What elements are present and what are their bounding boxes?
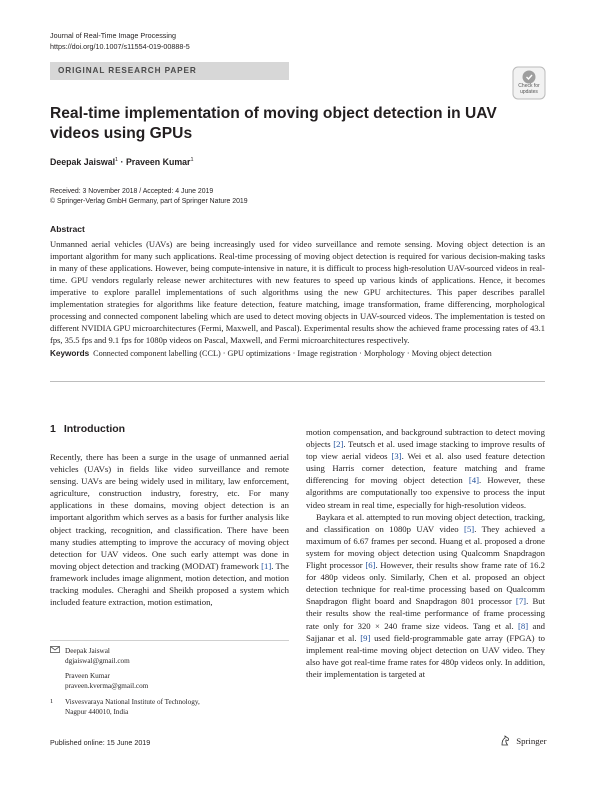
author-email[interactable]: dgjaiswal@gmail.com [65, 657, 130, 666]
affiliation-line: Visvesvaraya National Institute of Technology, [65, 698, 200, 707]
footnote-divider [50, 640, 289, 641]
author-affiliation-mark: 1 [190, 157, 194, 164]
body-text: Baykara et al. attempted to run moving object detection, tracking, and classification on 1080p UAV video [306, 511, 545, 534]
affiliation-line: Nagpur 440010, India [65, 708, 129, 717]
author-name: Deepak Jaiswal [65, 647, 110, 655]
body-text: . The framework includes image alignment, motion detection, and motion tracking modules. Cheraghi and Sheikh proposed a system which included feature extraction, motion estimation, [50, 560, 289, 608]
publication-dates [50, 187, 248, 207]
keywords-label: Keywords [50, 349, 90, 358]
citation-link[interactable]: [2] [333, 439, 344, 450]
citation-link[interactable]: [5] [464, 523, 475, 534]
body-text: Recently, there has been a surge in the usage of unmanned aerial vehicles (UAVs) in fields like video surveillance and remote sensing. UAVs are being widely used in military, law enforcement, agriculture, construction industry, forestry, etc. For many applications in these domains, moving object detection is an important algorithm which serves as a basis for further analysis like object tracking, recognition, and classification. There have been many studies attempting to improve the accuracy of moving object detection for UAV videos. One such early attempt was done in moving object detection and tracking (MODAT) framework [50, 452, 289, 571]
section-title: Introduction [63, 423, 126, 435]
body-text: motion compensation, and background subtraction to detect moving objects [306, 427, 545, 450]
co-author [50, 671, 289, 692]
author-name: Praveen Kumar [65, 671, 110, 680]
author-affiliation-mark: 1 [115, 157, 119, 164]
check-for-updates-icon[interactable] [512, 66, 546, 100]
keywords [50, 348, 545, 360]
body-text: . They achieved a maximum of 6.67 frames per second. Huang et al. proposed a drone system for moving object detection using Qualcomm Snapdragon Flight processor [306, 523, 545, 571]
author-name[interactable]: Deepak Jaiswal [50, 157, 116, 167]
body-text: and Sajjanar et al. [306, 620, 546, 643]
affiliation [50, 697, 289, 718]
citation-link[interactable]: [8] [517, 620, 529, 631]
publisher-name: Springer [516, 736, 547, 746]
received-accepted-dates: Received: 3 November 2018 / Accepted: 4 June 2019 [50, 188, 214, 195]
paragraph [306, 511, 545, 680]
author-separator: · [118, 157, 126, 167]
abstract-text: Unmanned aerial vehicles (UAVs) are being increasingly used for video surveillance and remote sensing. Moving object detection is an important algorithm for many such applications. Real-time processing of moving object detection is required for various decision-making tasks in many of these applications. However, being compute-intensive in nature, it is difficult to process high-resolution UAV-sourced videos in real-time. GPU vendors regularly release newer architectures with new features to speed up various kinds of applications. Hence, it becomes imperative to explore parallel implementations of such algorithms using the new GPU architectures. This paper describes parallel implementation strategies for algorithms like feature detection, feature matching, image transformation, frame differencing, morphological processing and connected component labeling which are used to detect moving objects in UAV-sourced videos. The implementation is tested on different NVIDIA GPU microarchitectures (Fermi, Maxwell, and Pascal). Experimental results show the achieved frame processing rates of 43.1 fps, 35.5 fps and 9.1 fps for 1080p videos on Pascal, Maxwell, and Fermi microarchitectures respectively. [50, 239, 545, 345]
body-text: . However, their results show frame rate of 16.2 for 480p videos only. Similarly, Chen et al. proposed an object detection technique for real-time processing based on Qualcomm Snapdragon flight board and Snapdragon 801 processor [306, 560, 545, 607]
citation-link[interactable]: [7] [515, 596, 527, 607]
keywords-text: Connected component labelling (CCL) · GPU optimizations · Image registration · Morphology · Moving object detection [93, 349, 492, 358]
affiliation-mark: 1 [50, 698, 54, 706]
body-text: used field-programmable gate array (FPGA) to implement real-time moving object detection on UAV video. They also have got real-time frame rates for 480p videos only. In addition, their implementation is targeted at [306, 632, 545, 679]
copyright-line: © Springer-Verlag GmbH Germany, part of Springer Nature 2019 [50, 198, 248, 205]
citation-link[interactable]: [4] [468, 475, 479, 486]
article-type-label: ORIGINAL RESEARCH PAPER [58, 66, 197, 75]
envelope-icon [50, 646, 60, 657]
section-heading [50, 423, 125, 435]
body-text: . But their results show the real-time performance of frame processing rate only for 320 × 240 frame size videos. Tang et al. [306, 596, 545, 631]
publisher-logo [500, 735, 547, 746]
corresponding-author [50, 646, 289, 667]
doi-link[interactable]: https://doi.org/10.1007/s11554-019-00888-5 [50, 41, 190, 51]
citation-link[interactable]: [1] [261, 560, 272, 571]
body-column-right [306, 426, 545, 680]
journal-header [50, 31, 190, 52]
author-name[interactable]: Praveen Kumar [125, 157, 191, 167]
journal-name: Journal of Real-Time Image Processing [50, 31, 176, 40]
citation-link[interactable]: [9] [360, 632, 371, 643]
author-email[interactable]: praveen.kverma@gmail.com [65, 681, 149, 690]
published-online-date: Published online: 15 June 2019 [50, 738, 151, 747]
springer-horse-icon [500, 736, 516, 746]
abstract-heading: Abstract [50, 224, 85, 234]
section-number: 1 [50, 423, 56, 435]
body-text: . However, these algorithms are computationally too expensive to process the input video stream in real time, especially for high-resolution videos. [306, 475, 545, 510]
check-for-updates-label: Check for updates [518, 83, 540, 95]
paragraph [306, 426, 545, 511]
body-text: . Wei et al. also used feature detection using Harris corner detection, feature matching and frame differencing for moving object detection [306, 451, 545, 486]
citation-link[interactable]: [3] [391, 451, 402, 462]
paper-title: Real-time implementation of moving object detection in UAV videos using GPUs [50, 105, 497, 142]
author-list [50, 157, 194, 167]
article-type-banner [50, 62, 289, 80]
body-column-left [50, 451, 289, 608]
body-text: . Teutsch et al. used image stacking to improve results of top view aerial videos [306, 439, 545, 462]
citation-link[interactable]: [6] [365, 560, 376, 571]
section-divider [50, 381, 545, 382]
author-footnotes [50, 646, 289, 718]
